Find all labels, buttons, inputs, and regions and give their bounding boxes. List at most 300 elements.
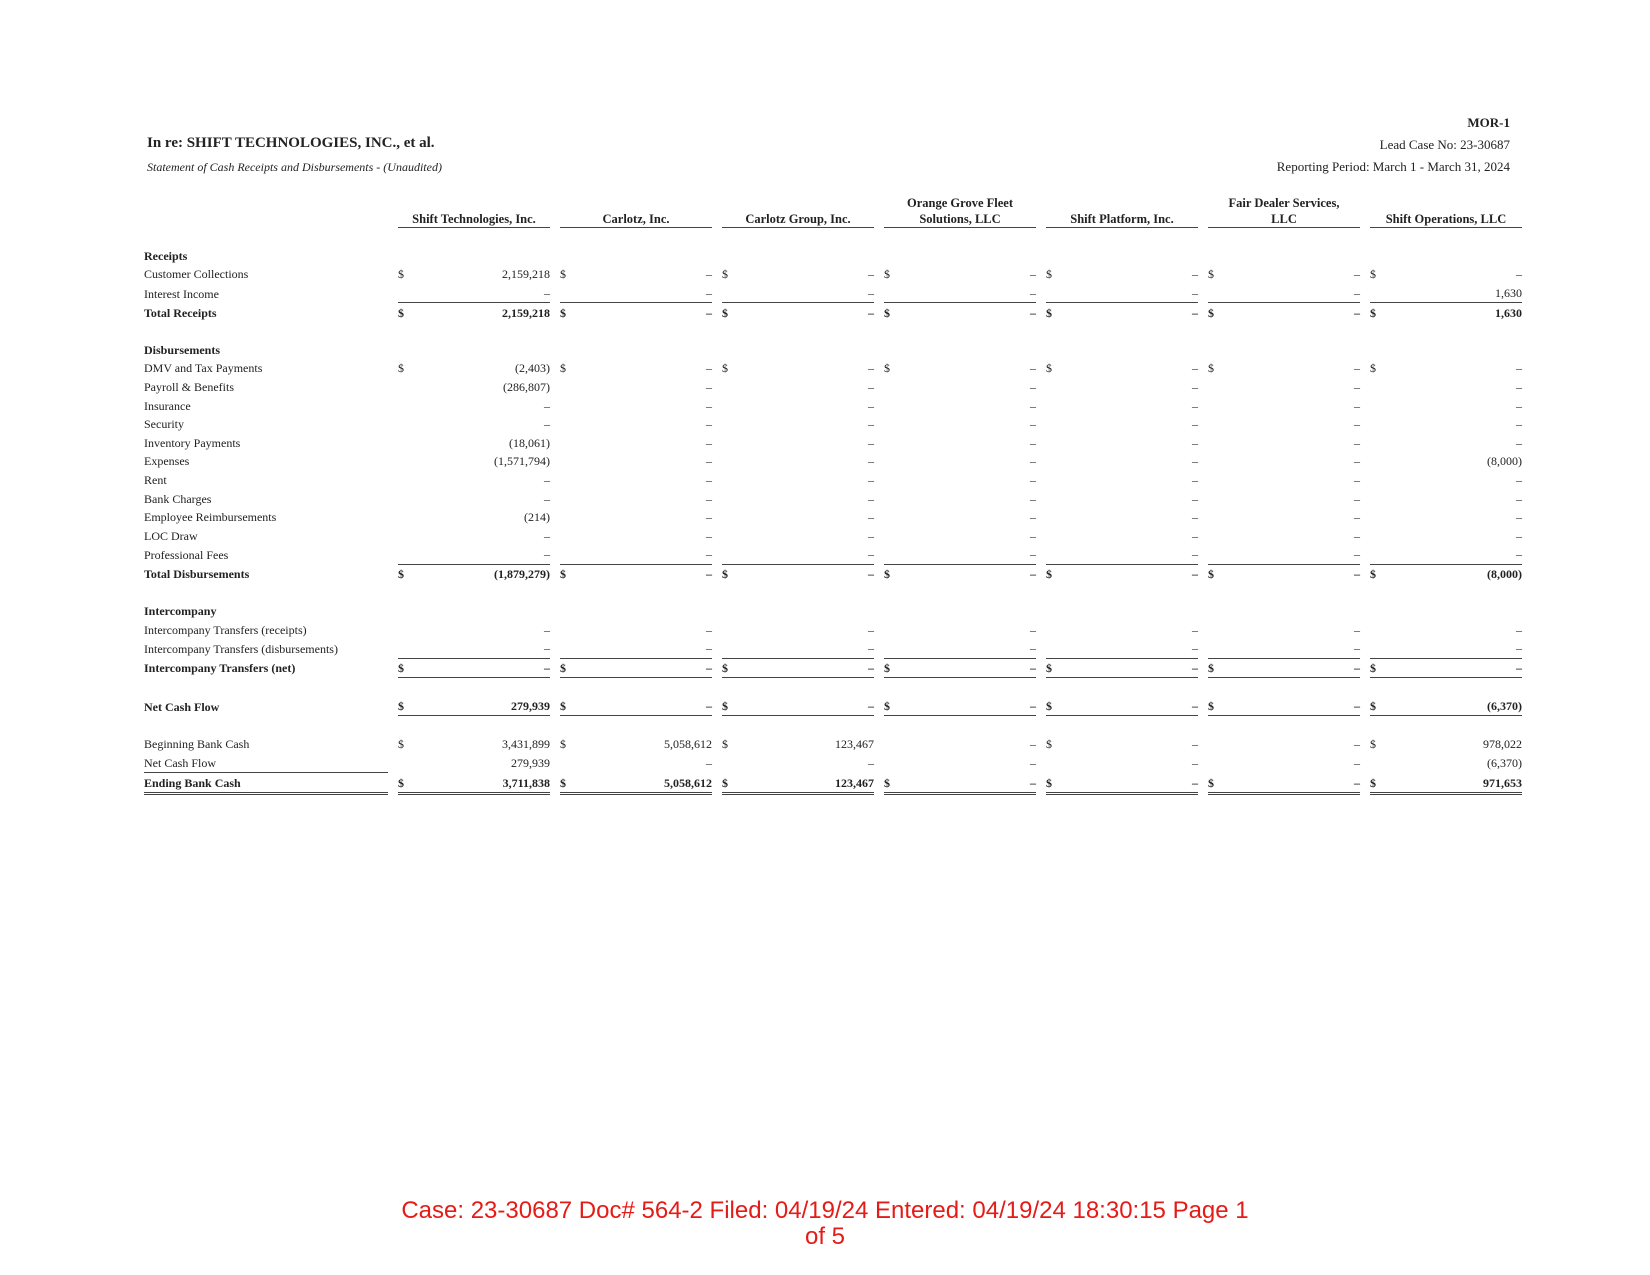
currency-symbol: $ xyxy=(1046,566,1052,581)
column-gap xyxy=(388,195,398,228)
amount-cell: – xyxy=(706,435,712,450)
currency-symbol: $ xyxy=(560,566,566,581)
amount-cell: – xyxy=(706,473,712,488)
currency-symbol: $ xyxy=(1046,267,1052,282)
cell-gap xyxy=(1198,489,1208,508)
row-employee-reimb xyxy=(144,508,1522,527)
currency-symbol: $ xyxy=(884,361,890,376)
cell-gap xyxy=(550,284,560,304)
cell-gap xyxy=(1198,434,1208,453)
amount-cell: – xyxy=(1392,545,1522,565)
amount-cell: – xyxy=(1516,267,1522,282)
amount-cell: – xyxy=(1354,566,1360,581)
amount-cell: – xyxy=(906,697,1036,717)
amount-cell: – xyxy=(1354,528,1360,543)
cell-gap xyxy=(1360,545,1370,565)
amount-cell: 978,022 xyxy=(1483,737,1522,752)
cell-gap xyxy=(1360,303,1370,322)
currency-symbol xyxy=(1370,396,1392,415)
currency-symbol: $ xyxy=(1208,697,1230,717)
cell-gap xyxy=(550,735,560,754)
amount-cell: – xyxy=(1354,473,1360,488)
row-label: Beginning Bank Cash xyxy=(144,737,250,752)
amount-cell: – xyxy=(1230,659,1360,679)
cell-gap xyxy=(550,396,560,415)
currency-symbol xyxy=(398,489,420,508)
cell-gap xyxy=(1360,284,1370,304)
currency-symbol xyxy=(1370,284,1392,304)
amount-cell: – xyxy=(544,491,550,506)
column-header-line2: Shift Technologies, Inc. xyxy=(412,212,536,226)
amount-cell: – xyxy=(1516,380,1522,395)
amount-cell: – xyxy=(420,639,550,659)
cell-gap xyxy=(712,378,722,397)
cell-gap xyxy=(388,415,398,434)
amount-cell: – xyxy=(868,510,874,525)
row-label: Interest Income xyxy=(144,286,219,301)
cell-gap xyxy=(874,659,884,679)
cell-gap xyxy=(1036,359,1046,378)
amount-cell: – xyxy=(744,639,874,659)
cell-gap xyxy=(712,452,722,471)
currency-symbol xyxy=(884,735,906,754)
amount-cell: (286,807) xyxy=(503,380,550,395)
cell-gap xyxy=(1360,452,1370,471)
court-filing-stamp xyxy=(0,1198,1650,1250)
currency-symbol: $ xyxy=(398,773,420,795)
cell-gap xyxy=(550,659,560,679)
currency-symbol xyxy=(1046,754,1068,774)
amount-cell: – xyxy=(906,639,1036,659)
amount-cell: – xyxy=(706,528,712,543)
amount-cell: – xyxy=(1192,510,1198,525)
amount-cell: – xyxy=(1516,528,1522,543)
amount-cell: 279,939 xyxy=(420,697,550,717)
row-ending-cash xyxy=(144,773,1522,795)
cell-gap xyxy=(388,471,398,490)
amount-cell: – xyxy=(1030,398,1036,413)
cell-gap xyxy=(550,471,560,490)
amount-cell: – xyxy=(420,545,550,565)
currency-symbol xyxy=(1208,735,1230,754)
amount-cell: – xyxy=(1192,267,1198,282)
row-label: Intercompany Transfers (receipts) xyxy=(144,622,307,637)
cell-gap xyxy=(1198,659,1208,679)
row-label: Intercompany Transfers (disbursements) xyxy=(144,641,338,656)
amount-cell: – xyxy=(582,639,712,659)
currency-symbol xyxy=(398,452,420,471)
currency-symbol: $ xyxy=(722,361,728,376)
amount-cell: 1,630 xyxy=(1392,284,1522,304)
cell-gap xyxy=(712,545,722,565)
row-customer-collections xyxy=(144,265,1522,284)
currency-symbol: $ xyxy=(884,566,890,581)
column-gap xyxy=(712,195,722,228)
amount-cell: – xyxy=(1068,773,1198,795)
section-label: Receipts xyxy=(144,248,188,263)
cell-gap xyxy=(550,359,560,378)
cell-gap xyxy=(1360,434,1370,453)
currency-symbol xyxy=(560,545,582,565)
currency-symbol: $ xyxy=(1370,305,1376,320)
amount-cell: – xyxy=(1192,566,1198,581)
currency-symbol xyxy=(884,620,906,639)
amount-cell: – xyxy=(868,417,874,432)
cell-gap xyxy=(1360,489,1370,508)
cell-gap xyxy=(388,489,398,508)
amount-cell: – xyxy=(906,284,1036,304)
cell-gap xyxy=(1036,565,1046,584)
column-header-line2: Carlotz, Inc. xyxy=(602,212,670,226)
row-ic-disb xyxy=(144,639,1522,659)
currency-symbol xyxy=(884,396,906,415)
row-label: Bank Charges xyxy=(144,491,212,506)
currency-symbol xyxy=(722,489,744,508)
amount-cell: – xyxy=(1516,473,1522,488)
cell-gap xyxy=(1198,303,1208,322)
cell-gap xyxy=(1036,773,1046,795)
amount-cell: 5,058,612 xyxy=(582,773,712,795)
row-total-disb xyxy=(144,565,1522,584)
amount-cell: – xyxy=(706,361,712,376)
currency-symbol: $ xyxy=(884,773,906,795)
currency-symbol xyxy=(1046,508,1068,527)
cell-gap xyxy=(1198,508,1208,527)
currency-symbol: $ xyxy=(398,566,404,581)
spacer-row xyxy=(144,322,1522,341)
cell-gap xyxy=(1198,735,1208,754)
row-loc-draw xyxy=(144,527,1522,546)
currency-symbol xyxy=(1370,378,1392,397)
currency-symbol xyxy=(560,415,582,434)
amount-cell: – xyxy=(1030,473,1036,488)
amount-cell: – xyxy=(1516,435,1522,450)
amount-cell: – xyxy=(1354,622,1360,637)
cell-gap xyxy=(1360,697,1370,717)
cell-gap xyxy=(712,527,722,546)
cell-gap xyxy=(550,452,560,471)
amount-cell: – xyxy=(1030,454,1036,469)
cell-gap xyxy=(712,697,722,717)
cell-gap xyxy=(388,545,398,565)
currency-symbol xyxy=(722,508,744,527)
row-total-receipts xyxy=(144,303,1522,322)
currency-symbol: $ xyxy=(722,305,728,320)
amount-cell: – xyxy=(1516,622,1522,637)
row-label: Employee Reimbursements xyxy=(144,510,277,525)
amount-cell: – xyxy=(420,284,550,304)
amount-cell: – xyxy=(1392,639,1522,659)
spacer-row xyxy=(144,716,1522,735)
currency-symbol xyxy=(1208,452,1230,471)
currency-symbol: $ xyxy=(722,659,744,679)
amount-cell: (214) xyxy=(524,510,550,525)
currency-symbol xyxy=(722,415,744,434)
cell-gap xyxy=(1360,471,1370,490)
amount-cell: – xyxy=(1392,659,1522,679)
cell-gap xyxy=(388,396,398,415)
amount-cell: (8,000) xyxy=(1487,566,1522,581)
amount-cell: – xyxy=(744,659,874,679)
currency-symbol: $ xyxy=(1208,361,1214,376)
amount-cell: 2,159,218 xyxy=(502,267,550,282)
amount-cell: – xyxy=(544,417,550,432)
currency-symbol xyxy=(722,284,744,304)
row-interest-income xyxy=(144,284,1522,304)
amount-cell: – xyxy=(1192,454,1198,469)
currency-symbol xyxy=(1370,754,1392,774)
column-gap xyxy=(1036,195,1046,228)
amount-cell: – xyxy=(1030,566,1036,581)
cell-gap xyxy=(388,773,398,795)
cell-gap xyxy=(1036,639,1046,659)
amount-cell: – xyxy=(1030,305,1036,320)
cell-gap xyxy=(1360,415,1370,434)
cell-gap xyxy=(1036,754,1046,774)
currency-symbol xyxy=(398,508,420,527)
amount-cell: – xyxy=(1192,417,1198,432)
currency-symbol: $ xyxy=(722,737,728,752)
currency-symbol: $ xyxy=(560,305,566,320)
currency-symbol xyxy=(1208,620,1230,639)
currency-symbol xyxy=(1046,527,1068,546)
amount-cell: – xyxy=(1192,305,1198,320)
column-header-line2: Shift Operations, LLC xyxy=(1385,212,1507,226)
amount-cell: – xyxy=(1354,491,1360,506)
cell-gap xyxy=(388,452,398,471)
amount-cell: – xyxy=(1068,659,1198,679)
cell-gap xyxy=(874,265,884,284)
cell-gap xyxy=(712,471,722,490)
amount-cell: – xyxy=(1354,756,1360,771)
currency-symbol xyxy=(560,452,582,471)
cell-gap xyxy=(874,527,884,546)
cell-gap xyxy=(1198,565,1208,584)
amount-cell: – xyxy=(706,510,712,525)
cell-gap xyxy=(712,735,722,754)
column-gap xyxy=(550,195,560,228)
cell-gap xyxy=(1036,434,1046,453)
amount-cell: – xyxy=(1030,756,1036,771)
currency-symbol xyxy=(722,378,744,397)
cell-gap xyxy=(874,452,884,471)
currency-symbol xyxy=(398,754,420,774)
currency-symbol xyxy=(398,620,420,639)
cell-gap xyxy=(874,508,884,527)
amount-cell: – xyxy=(544,398,550,413)
cell-gap xyxy=(550,639,560,659)
currency-symbol xyxy=(1208,527,1230,546)
cell-gap xyxy=(874,620,884,639)
amount-cell: – xyxy=(1354,435,1360,450)
cell-gap xyxy=(550,697,560,717)
amount-cell: – xyxy=(906,773,1036,795)
currency-symbol xyxy=(1046,639,1068,659)
amount-cell: – xyxy=(582,659,712,679)
row-expenses xyxy=(144,452,1522,471)
filing-stamp-line-2: of 5 xyxy=(804,1223,846,1250)
amount-cell: 2,159,218 xyxy=(502,305,550,320)
cell-gap xyxy=(874,303,884,322)
cell-gap xyxy=(388,508,398,527)
column-header-5 xyxy=(1046,195,1198,228)
currency-symbol xyxy=(722,452,744,471)
column-header-6 xyxy=(1208,195,1360,228)
cell-gap xyxy=(874,396,884,415)
currency-symbol: $ xyxy=(1370,267,1376,282)
cell-gap xyxy=(1036,396,1046,415)
currency-symbol: $ xyxy=(1370,361,1376,376)
cell-gap xyxy=(1198,527,1208,546)
amount-cell: – xyxy=(868,622,874,637)
amount-cell: – xyxy=(706,380,712,395)
cell-gap xyxy=(1036,697,1046,717)
row-label: Security xyxy=(144,417,184,432)
lead-case-number: Lead Case No: 23-30687 xyxy=(1379,137,1510,152)
cell-gap xyxy=(550,545,560,565)
currency-symbol: $ xyxy=(1208,305,1214,320)
currency-symbol: $ xyxy=(1208,659,1230,679)
cell-gap xyxy=(1198,471,1208,490)
column-header-2 xyxy=(560,195,712,228)
column-header-7 xyxy=(1370,195,1522,228)
cell-gap xyxy=(550,565,560,584)
currency-symbol xyxy=(398,471,420,490)
cell-gap xyxy=(388,284,398,304)
amount-cell: – xyxy=(1068,639,1198,659)
cell-gap xyxy=(712,303,722,322)
cell-gap xyxy=(712,359,722,378)
currency-symbol xyxy=(1370,471,1392,490)
amount-cell: – xyxy=(544,528,550,543)
currency-symbol xyxy=(560,508,582,527)
cell-gap xyxy=(1198,697,1208,717)
cell-gap xyxy=(874,639,884,659)
section-receipts xyxy=(144,247,1522,266)
cell-gap xyxy=(1036,508,1046,527)
amount-cell: – xyxy=(706,756,712,771)
amount-cell: – xyxy=(1192,361,1198,376)
currency-symbol xyxy=(560,396,582,415)
currency-symbol xyxy=(560,284,582,304)
currency-symbol xyxy=(1046,489,1068,508)
cell-gap xyxy=(1360,659,1370,679)
amount-cell: 123,467 xyxy=(835,737,874,752)
amount-cell: 279,939 xyxy=(511,756,550,771)
amount-cell: – xyxy=(906,545,1036,565)
amount-cell: – xyxy=(706,417,712,432)
amount-cell: – xyxy=(1192,435,1198,450)
currency-symbol xyxy=(884,527,906,546)
spacer-row xyxy=(144,228,1522,247)
amount-cell: – xyxy=(868,473,874,488)
currency-symbol: $ xyxy=(884,659,906,679)
cell-gap xyxy=(388,527,398,546)
currency-symbol: $ xyxy=(1370,773,1392,795)
amount-cell: – xyxy=(1030,435,1036,450)
cell-gap xyxy=(1198,773,1208,795)
amount-cell: – xyxy=(1354,737,1360,752)
currency-symbol xyxy=(884,754,906,774)
currency-symbol xyxy=(884,434,906,453)
amount-cell: – xyxy=(1516,417,1522,432)
column-header-row xyxy=(144,195,1522,228)
currency-symbol: $ xyxy=(398,659,420,679)
amount-cell: – xyxy=(706,566,712,581)
currency-symbol: $ xyxy=(398,305,404,320)
column-header-4 xyxy=(884,195,1036,228)
currency-symbol: $ xyxy=(1046,773,1068,795)
cell-gap xyxy=(1198,359,1208,378)
cell-gap xyxy=(1036,527,1046,546)
amount-cell: – xyxy=(706,398,712,413)
amount-cell: (8,000) xyxy=(1487,454,1522,469)
currency-symbol xyxy=(398,378,420,397)
cell-gap xyxy=(550,434,560,453)
column-header-line2: Solutions, LLC xyxy=(919,212,1001,226)
section-label: Intercompany xyxy=(144,604,217,619)
cell-gap xyxy=(874,697,884,717)
amount-cell: – xyxy=(1030,267,1036,282)
currency-symbol xyxy=(884,415,906,434)
amount-cell: – xyxy=(1068,545,1198,565)
currency-symbol xyxy=(1046,452,1068,471)
amount-cell: – xyxy=(868,756,874,771)
row-payroll xyxy=(144,378,1522,397)
amount-cell: – xyxy=(1354,267,1360,282)
currency-symbol xyxy=(1208,378,1230,397)
section-disbursements xyxy=(144,341,1522,360)
cell-gap xyxy=(1036,303,1046,322)
row-label: Rent xyxy=(144,473,167,488)
cell-gap xyxy=(712,508,722,527)
cell-gap xyxy=(388,697,398,717)
row-label: DMV and Tax Payments xyxy=(144,361,263,376)
cell-gap xyxy=(550,754,560,774)
cell-gap xyxy=(1036,620,1046,639)
currency-symbol xyxy=(1208,489,1230,508)
amount-cell: – xyxy=(1230,284,1360,304)
cell-gap xyxy=(874,471,884,490)
amount-cell: – xyxy=(1030,510,1036,525)
currency-symbol: $ xyxy=(1046,361,1052,376)
amount-cell: – xyxy=(1354,417,1360,432)
statement-subtitle: Statement of Cash Receipts and Disbursements - (Unaudited) xyxy=(147,160,442,174)
amount-cell: – xyxy=(868,305,874,320)
currency-symbol xyxy=(722,434,744,453)
cell-gap xyxy=(550,303,560,322)
amount-cell: 123,467 xyxy=(744,773,874,795)
amount-cell: 1,630 xyxy=(1495,305,1522,320)
amount-cell: – xyxy=(1030,491,1036,506)
currency-symbol: $ xyxy=(398,267,404,282)
currency-symbol: $ xyxy=(398,697,420,717)
amount-cell: – xyxy=(1354,398,1360,413)
amount-cell: – xyxy=(706,305,712,320)
amount-cell: 5,058,612 xyxy=(664,737,712,752)
currency-symbol xyxy=(560,527,582,546)
amount-cell: (6,370) xyxy=(1487,756,1522,771)
column-header-line1: Orange Grove Fleet xyxy=(907,196,1013,210)
cell-gap xyxy=(550,415,560,434)
cell-gap xyxy=(1198,378,1208,397)
cell-gap xyxy=(874,284,884,304)
cell-gap xyxy=(388,303,398,322)
currency-symbol xyxy=(1370,639,1392,659)
row-net-cash-flow2 xyxy=(144,754,1522,774)
cell-gap xyxy=(550,508,560,527)
column-gap xyxy=(874,195,884,228)
